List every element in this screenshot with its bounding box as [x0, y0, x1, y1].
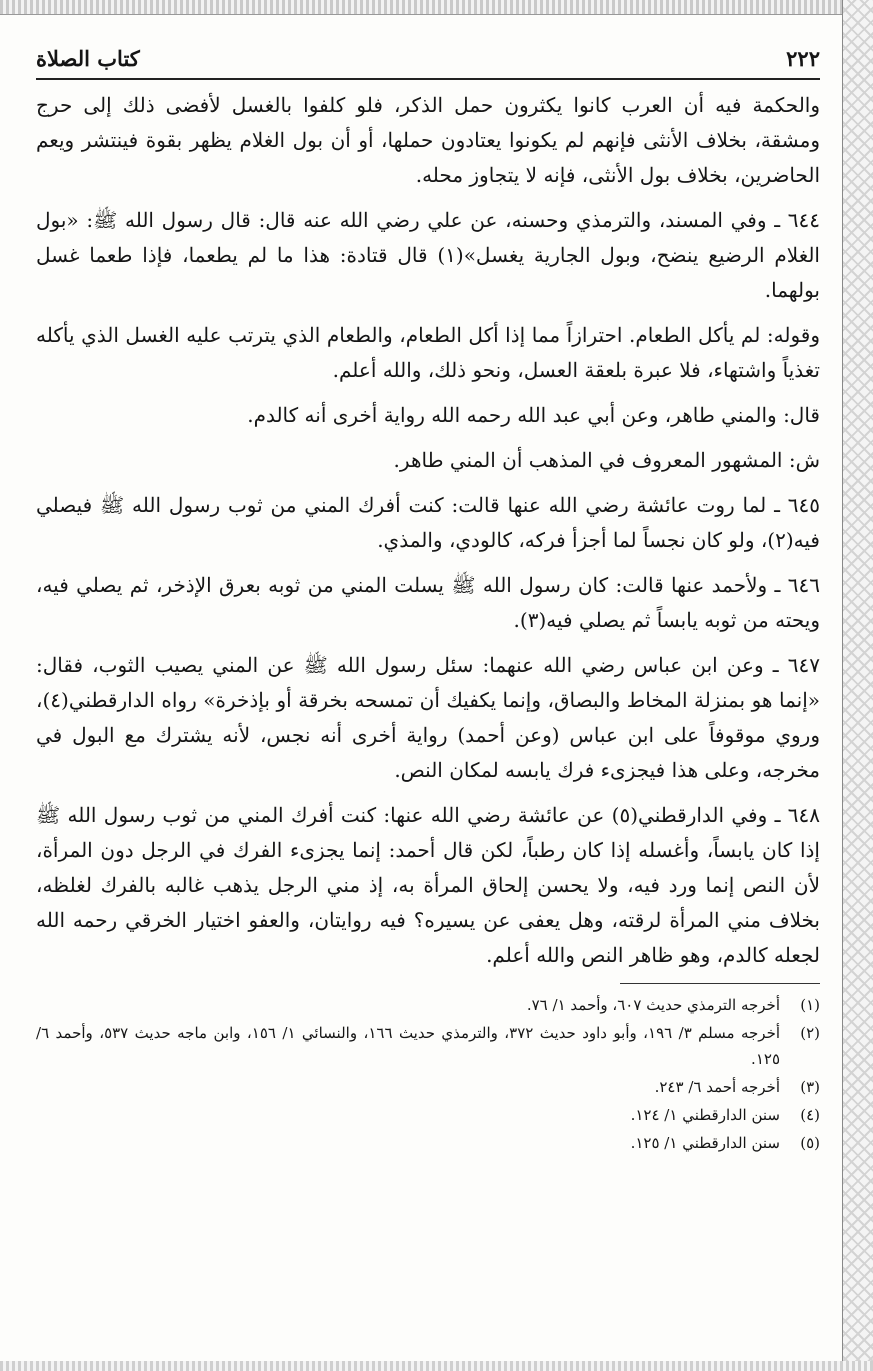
decorative-border-bottom: [0, 1361, 873, 1371]
footnote-text: سنن الدارقطني ١/ ١٢٤.: [630, 1106, 780, 1124]
footnote-number: (٥): [800, 1134, 820, 1152]
footnote-text: أخرجه الترمذي حديث ٦٠٧، وأحمد ١/ ٧٦.: [526, 996, 780, 1014]
paragraph: ش: المشهور المعروف في المذهب أن المني طاهر.: [393, 448, 820, 472]
footnote-number: (١): [800, 996, 820, 1014]
footnote: [36, 1130, 820, 1156]
main-text: [36, 88, 820, 973]
book-title: كتاب الصلاة: [36, 45, 140, 71]
paragraph: وقوله: لم يأكل الطعام. احترازاً مما إذا أكل الطعام، والطعام الذي يترتب عليه الغسل الذي يأكله تغذياً واشتهاء، فلا عبرة بلعقة العسل، ونحو ذلك، والله أعلم.: [36, 323, 820, 382]
footnote: [36, 1020, 820, 1072]
footnotes: [36, 992, 820, 1156]
footnote: [36, 992, 820, 1018]
footnote-text: أخرجه أحمد ٦/ ٢٤٣.: [654, 1078, 780, 1096]
footnote-separator: [620, 983, 820, 984]
page-number: ٢٢٢: [786, 45, 820, 71]
footnote: [36, 1074, 820, 1100]
decorative-border-right: [842, 0, 873, 1371]
decorative-border-top: [0, 0, 873, 15]
footnote-number: (٣): [800, 1078, 820, 1096]
footnote-number: (٢): [800, 1024, 820, 1042]
footnote-number: (٤): [800, 1106, 820, 1124]
paragraph: ٦٤٨ ـ وفي الدارقطني(٥) عن عائشة رضي الله عنها: كنت أفرك المني من ثوب رسول الله ﷺ إذا كان يابساً، وأغسله إذا كان رطباً، لكن قال أحمد: إنما يجزىء الفرك في الرجل دون المرأة، لأن النص إنما ورد فيه، ولا يحسن إلحاق المرأة به، إذ مني الرجل يذهب غالبه بالفرك لغلظه، بخلاف مني المرأة لرقته، وهل يعفى عن يسيره؟ فيه روايتان، والعفو اختيار الخرقي رحمه الله لجعله كالدم، وهو ظاهر النص والله أعلم.: [36, 803, 820, 967]
paragraph: ٦٤٥ ـ لما روت عائشة رضي الله عنها قالت: كنت أفرك المني من ثوب رسول الله ﷺ فيصلي فيه(٢)، ولو كان نجساً لما أجزأ فركه، كالودي، والمذي.: [36, 493, 820, 552]
page-header: [36, 38, 820, 80]
book-page: [36, 38, 820, 1348]
paragraph: ٦٤٦ ـ ولأحمد عنها قالت: كان رسول الله ﷺ يسلت المني من ثوبه بعرق الإذخر، ثم يصلي فيه، ويحته من ثوبه يابساً ثم يصلي فيه(٣).: [36, 573, 820, 632]
paragraph: ٦٤٤ ـ وفي المسند، والترمذي وحسنه، عن علي رضي الله عنه قال: قال رسول الله ﷺ: «بول الغلام الرضيع ينضح، وبول الجارية يغسل»(١) قال قتادة: هذا ما لم يطعما، فإذا طعما غسل بولهما.: [36, 208, 820, 302]
footnote-text: أخرجه مسلم ٣/ ١٩٦، وأبو داود حديث ٣٧٢، والترمذي حديث ١٦٦، والنسائي ١/ ١٥٦، وابن ماجه حديث ٥٣٧، وأحمد ٦/ ١٢٥.: [36, 1024, 781, 1068]
paragraph: والحكمة فيه أن العرب كانوا يكثرون حمل الذكر، فلو كلفوا بالغسل لأفضى ذلك إلى حرج ومشقة، بخلاف الأنثى فإنهم لم يكونوا يعتادون حملها، أو أن بول الغلام يظهر بقوة فينتشر ويعم الحاضرين، بخلاف بول الأنثى، فإنه لا يتجاوز محله.: [36, 93, 820, 187]
footnote: [36, 1102, 820, 1128]
paragraph: قال: والمني طاهر، وعن أبي عبد الله رحمه الله رواية أخرى أنه كالدم.: [247, 403, 820, 427]
footnote-text: سنن الدارقطني ١/ ١٢٥.: [630, 1134, 780, 1152]
paragraph: ٦٤٧ ـ وعن ابن عباس رضي الله عنهما: سئل رسول الله ﷺ عن المني يصيب الثوب، فقال: «إنما هو بمنزلة المخاط والبصاق، وإنما يكفيك أن تمسحه بخرقة أو بإذخرة» رواه الدارقطني(٤)، وروي موقوفاً على ابن عباس (وعن أحمد) رواية أخرى أنه نجس، لأنه يشترك مع البول في مخرجه، وعلى هذا فيجزىء فرك يابسه لمكان النص.: [36, 653, 820, 782]
